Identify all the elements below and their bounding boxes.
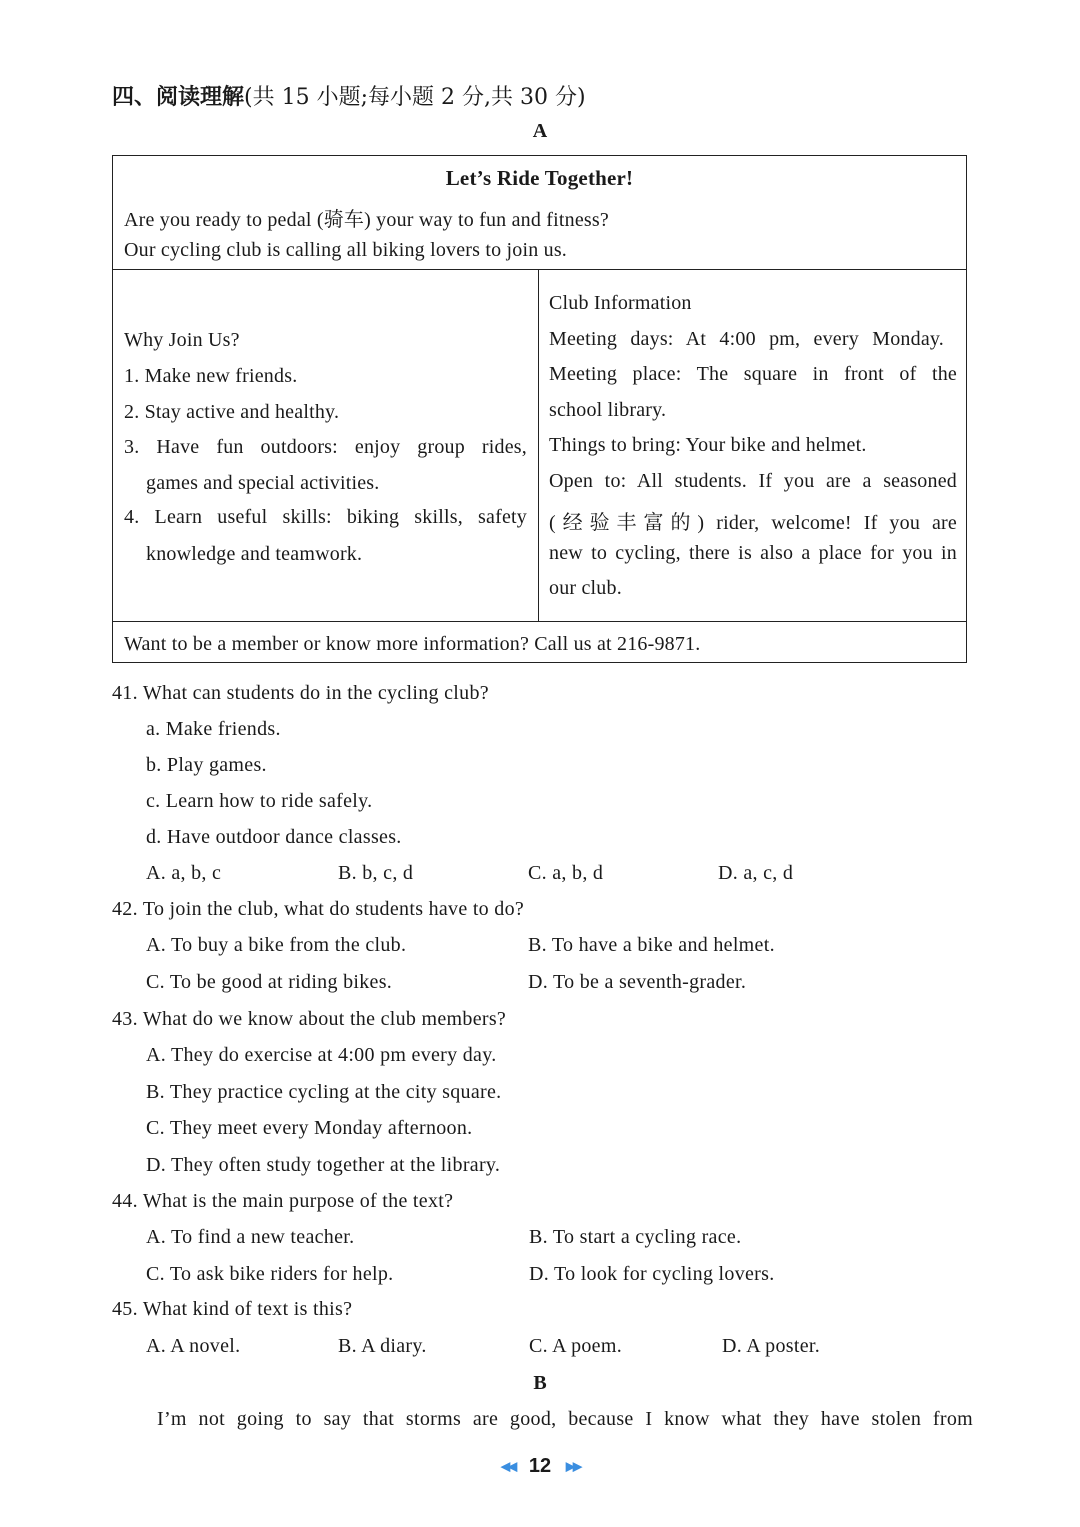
question-44-stem: 44. What is the main purpose of the text? [112,1190,454,1212]
q42-option-a[interactable]: A. To buy a bike from the club. [146,934,407,956]
q44-option-a[interactable]: A. To find a new teacher. [146,1226,355,1248]
q45-option-a[interactable]: A. A novel. [146,1335,241,1357]
why-join-item-3-cont: games and special activities. [146,472,380,494]
why-join-item-3: 3. Have fun outdoors: enjoy group rides, [124,436,527,458]
club-info-meeting-days: Meeting days: At 4:00 pm, every Monday. [549,328,944,350]
club-info-open-to-cont3: our club. [549,577,622,599]
club-info-meeting-place-cont: school library. [549,399,667,421]
q43-option-a[interactable]: A. They do exercise at 4:00 pm every day. [146,1044,497,1066]
q43-option-c[interactable]: C. They meet every Monday afternoon. [146,1117,473,1139]
part-a-letter: A [532,120,548,142]
question-43-stem: 43. What do we know about the club members? [112,1008,507,1030]
club-info-open-to: Open to: All students. If you are a seasoned [549,470,957,492]
q44-option-d[interactable]: D. To look for cycling lovers. [529,1263,775,1285]
q42-option-c[interactable]: C. To be good at riding bikes. [146,971,393,993]
next-page-icon[interactable]: ▶▶ [565,1458,580,1474]
question-45-stem: 45. What kind of text is this? [112,1298,353,1320]
page-number: 12 [528,1455,552,1477]
part-b-letter: B [533,1372,547,1394]
q43-option-d[interactable]: D. They often study together at the library. [146,1154,501,1176]
previous-page-icon[interactable]: ◀◀ [500,1458,515,1474]
poster-intro-line2: Our cycling club is calling all biking lovers to join us. [124,239,568,261]
poster-footer: Want to be a member or know more information? Call us at 216-9871. [124,633,701,655]
q41-option-d[interactable]: D. a, c, d [718,862,794,884]
poster-intro-line1: Are you ready to pedal (骑车) your way to fun and fitness? [124,209,609,231]
club-info-things-to-bring: Things to bring: Your bike and helmet. [549,434,867,456]
q42-option-b[interactable]: B. To have a bike and helmet. [528,934,775,956]
q41-option-c[interactable]: C. a, b, d [528,862,604,884]
page-footer [0,1455,1080,1478]
q44-option-b[interactable]: B. To start a cycling race. [529,1226,742,1248]
poster-divider-bottom [113,621,966,622]
part-b-first-line: I’m not going to say that storms are good, because I know what they have stolen from [157,1408,973,1430]
poster-column-divider [538,269,539,621]
poster-box [112,155,967,663]
why-join-item-2: 2. Stay active and healthy. [124,401,340,423]
question-41-stem: 41. What can students do in the cycling club? [112,682,489,704]
section-heading [112,80,586,111]
q43-option-b[interactable]: B. They practice cycling at the city square. [146,1081,502,1103]
section-heading-detail: (共 15 小题;每小题 2 分,共 30 分) [244,85,586,110]
why-join-item-4-cont: knowledge and teamwork. [146,543,363,565]
q42-option-d[interactable]: D. To be a seventh-grader. [528,971,747,993]
why-join-item-4: 4. Learn useful skills: biking skills, safety [124,506,527,528]
poster-divider-top [113,269,966,270]
q41-item-c: c. Learn how to ride safely. [146,790,373,812]
club-info-meeting-place: Meeting place: The square in front of the [549,363,957,385]
question-42-stem: 42. To join the club, what do students have to do? [112,898,525,920]
q44-option-c[interactable]: C. To ask bike riders for help. [146,1263,394,1285]
why-join-title: Why Join Us? [124,329,240,351]
q41-item-d: d. Have outdoor dance classes. [146,826,402,848]
poster-title: Let’s Ride Together! [445,166,634,190]
why-join-item-1: 1. Make new friends. [124,365,298,387]
q41-item-a: a. Make friends. [146,718,281,740]
q41-item-b: b. Play games. [146,754,267,776]
q41-option-b[interactable]: B. b, c, d [338,862,414,884]
club-info-open-to-cont2: new to cycling, there is also a place for you in [549,542,957,564]
q45-option-c[interactable]: C. A poem. [529,1335,623,1357]
q45-option-d[interactable]: D. A poster. [722,1335,821,1357]
section-heading-label: 四、阅读理解 [112,85,245,110]
q45-option-b[interactable]: B. A diary. [338,1335,427,1357]
club-info-open-to-cont1: (经验丰富的) rider, welcome! If you are [549,512,957,534]
q41-option-a[interactable]: A. a, b, c [146,862,222,884]
club-info-title: Club Information [549,292,692,314]
